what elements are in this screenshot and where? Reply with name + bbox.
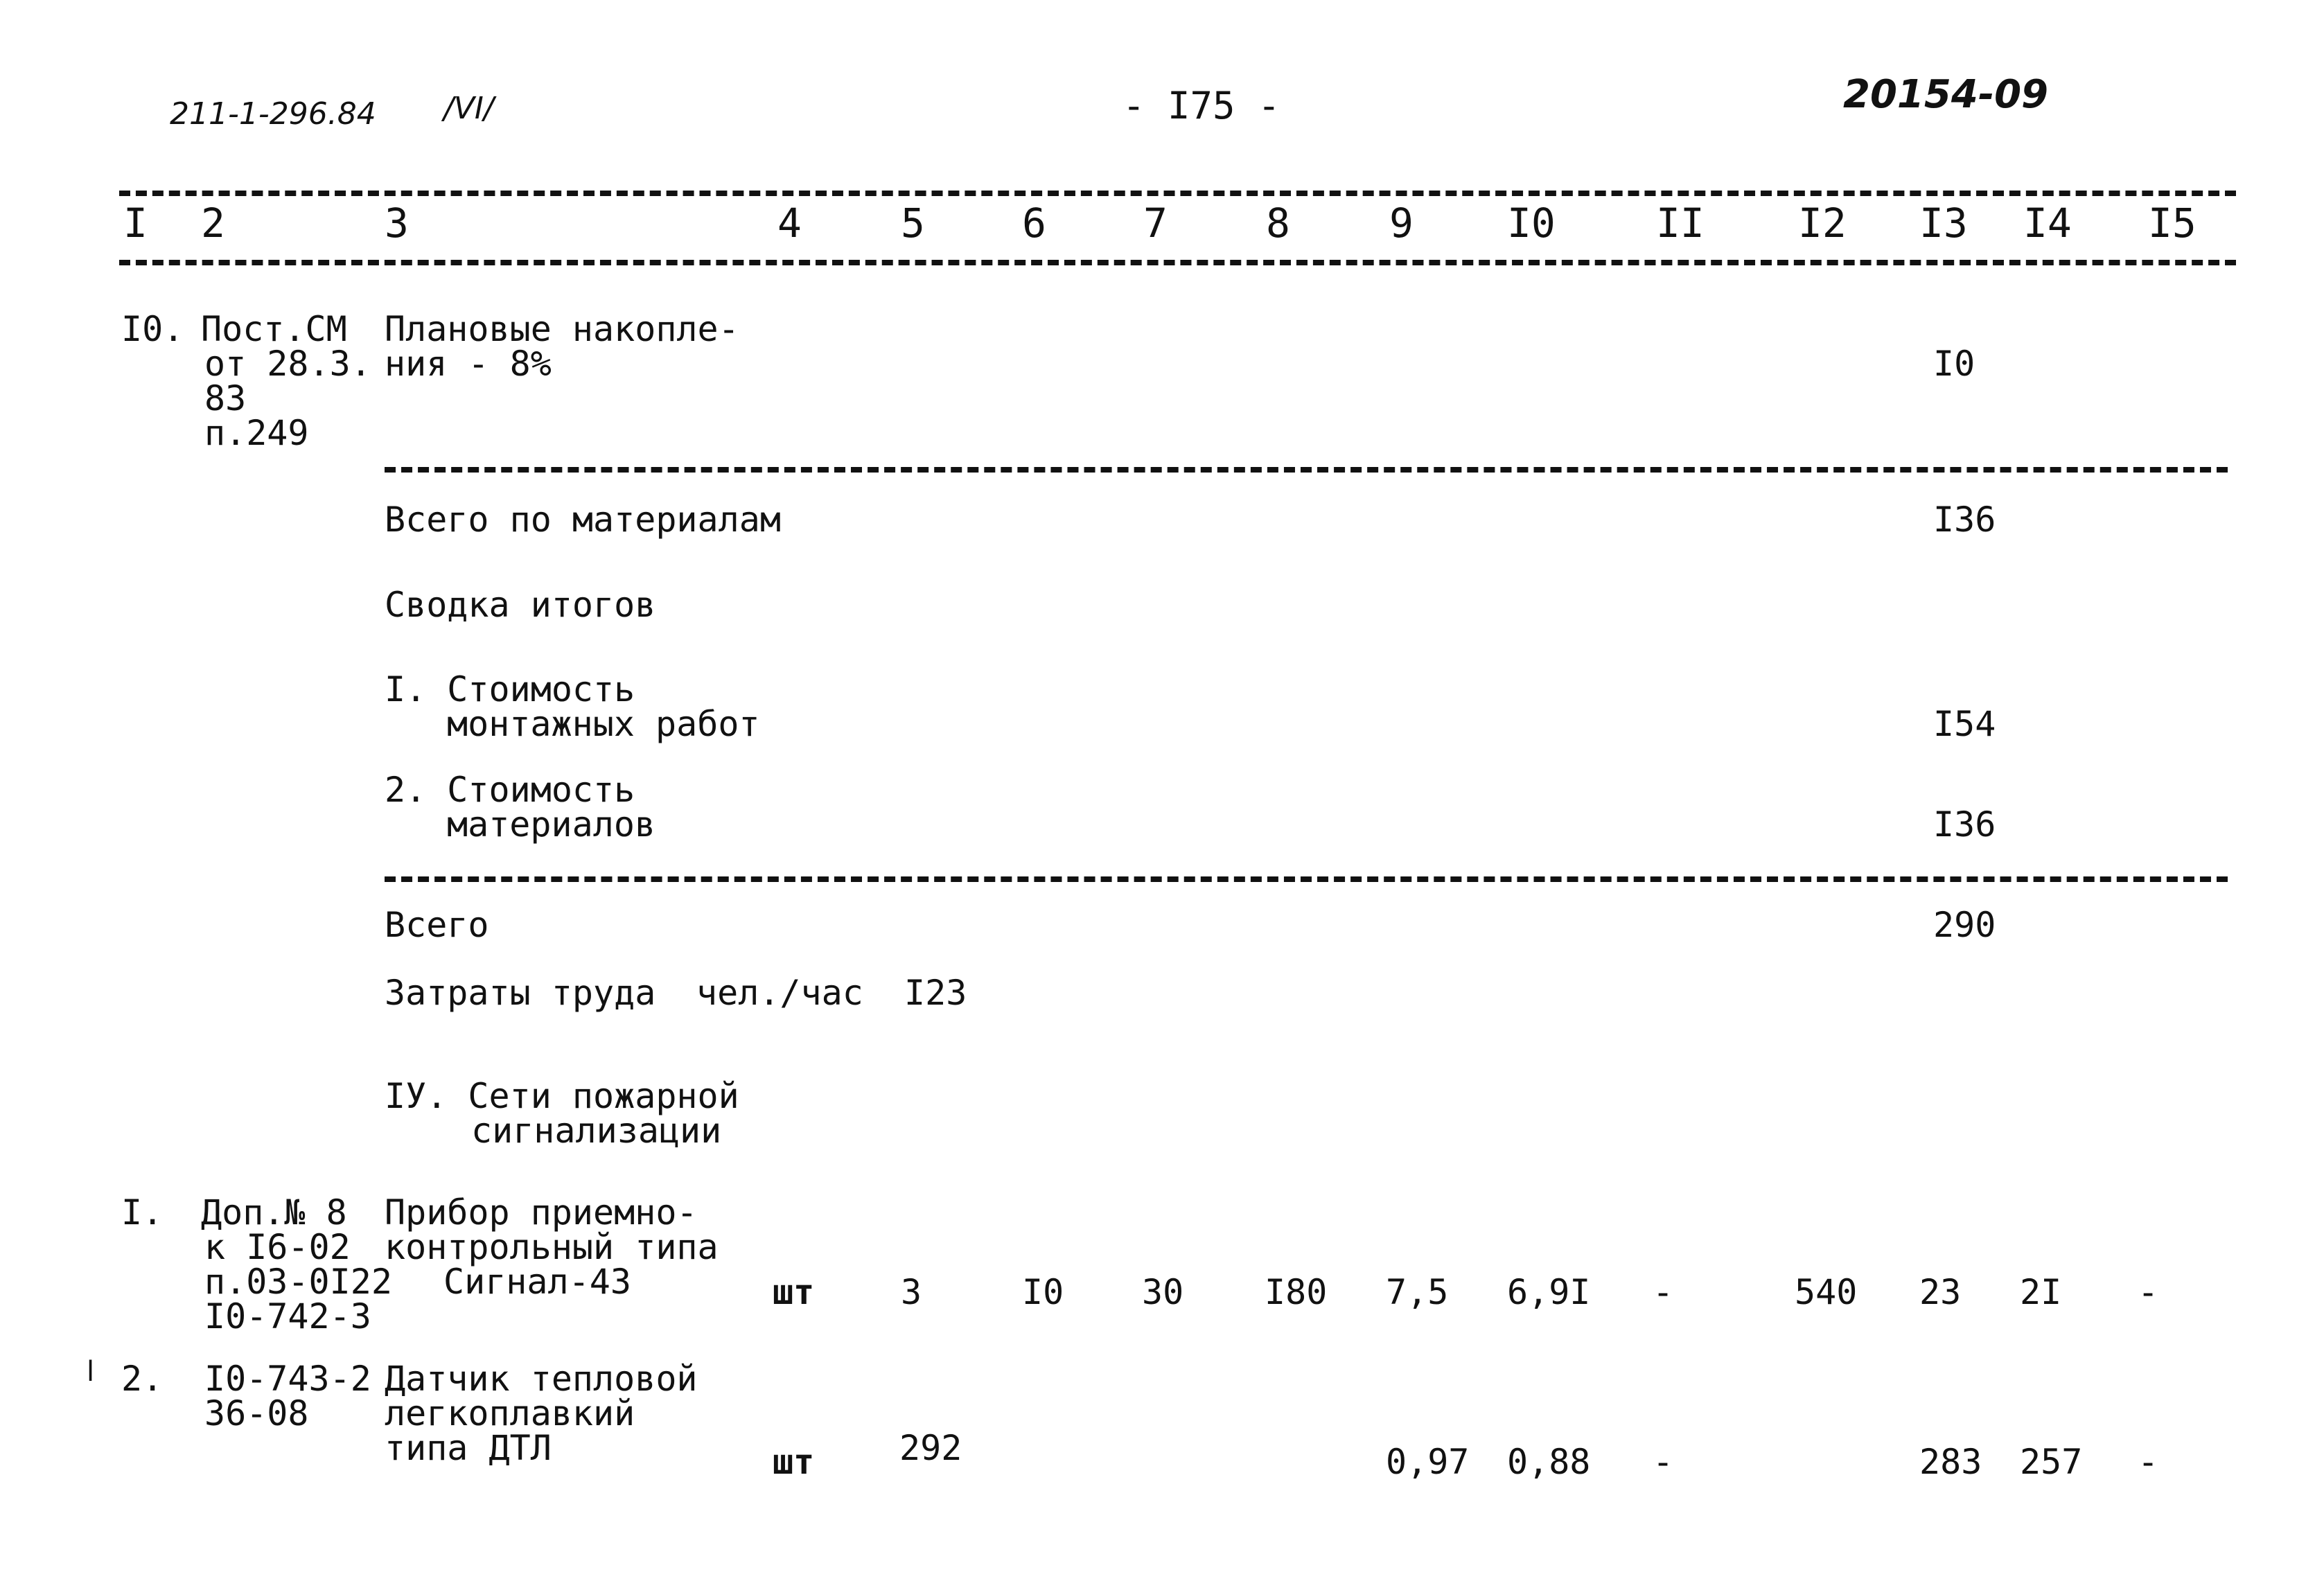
row-col8: I80: [1265, 1272, 1328, 1312]
row-col10: 6,9I: [1507, 1272, 1591, 1312]
column-header: 5: [901, 200, 925, 247]
column-header: I5: [2148, 200, 2197, 247]
labor-label: Затраты труда: [385, 973, 656, 1013]
summary-item-2-value: I36: [1933, 804, 1996, 845]
row-col14: 2I: [2020, 1272, 2062, 1312]
row-col9: 0,97: [1386, 1442, 1470, 1482]
row-col15: -: [2138, 1442, 2159, 1482]
column-header: 3: [385, 200, 409, 247]
labor-unit: чел./час: [696, 973, 863, 1013]
row-number: I0.: [121, 309, 184, 349]
row-number: I.: [121, 1192, 164, 1233]
grand-total-value: 290: [1933, 905, 1996, 945]
row-name-line: ния - 8%: [385, 344, 552, 384]
summary-item-2-line: 2. Стоимость: [385, 770, 635, 810]
row-basis-line: Доп.№ 8: [201, 1192, 347, 1233]
row-unit: шт: [773, 1442, 815, 1482]
summary-item-1-line: монтажных работ: [447, 704, 760, 744]
row-number: 2.: [121, 1359, 164, 1399]
row-col12: 540: [1795, 1272, 1858, 1312]
row-basis-line: I0-742-3: [204, 1296, 371, 1336]
row-basis-line: 83: [204, 378, 247, 418]
column-header: 6: [1022, 200, 1046, 247]
row-basis-line: Пост.СМ: [201, 309, 347, 349]
row-basis-line: п.249: [204, 413, 309, 453]
row-name-line: легкоплавкий: [385, 1393, 635, 1433]
summary-item-1-line: I. Стоимость: [385, 669, 635, 709]
document-code: 211-1-296.84: [170, 96, 376, 132]
section-title-line: IУ. Сети пожарной: [385, 1076, 739, 1116]
column-header: I3: [1919, 200, 1968, 247]
row-name-line: Плановые накопле-: [385, 309, 739, 349]
column-header: 7: [1143, 200, 1168, 247]
materials-total-label: Всего по материалам: [385, 500, 781, 540]
row-name-line: типа ДТЛ: [385, 1428, 552, 1468]
page-number: - I75 -: [1123, 84, 1280, 127]
row-col11: -: [1653, 1442, 1674, 1482]
row-basis-line: 36-08: [204, 1393, 309, 1433]
row-col9: 7,5: [1386, 1272, 1449, 1312]
column-header: I4: [2023, 200, 2072, 247]
row-basis-line: I0-743-2: [204, 1359, 371, 1399]
row-col13: 23: [1919, 1272, 1962, 1312]
column-header: I0: [1507, 200, 1556, 247]
column-header: 2: [201, 200, 225, 247]
row-col7: 30: [1142, 1272, 1184, 1312]
row-basis-line: п.03-0I22: [204, 1262, 392, 1302]
row-name-line: контрольный типа: [385, 1227, 719, 1267]
summary-heading: Сводка итогов: [385, 585, 656, 625]
row-name-line: Сигнал-43: [443, 1262, 631, 1302]
header-bottom-rule: [119, 260, 2236, 265]
row-col10: 0,88: [1507, 1442, 1591, 1482]
row-col14: 257: [2020, 1442, 2083, 1482]
grand-total-label: Всего: [385, 905, 489, 945]
labor-value: I23: [904, 973, 967, 1013]
row-col11: -: [1653, 1272, 1674, 1312]
row-unit: шт: [773, 1272, 815, 1312]
section-title-line: сигнализации: [471, 1111, 722, 1151]
header-top-rule: [119, 191, 2236, 196]
total-rule: [385, 876, 2228, 882]
summary-item-1-value: I54: [1933, 704, 1996, 744]
document-mark: /VI/: [443, 91, 494, 126]
row-col13-value: I0: [1933, 344, 1975, 384]
column-header: 9: [1389, 200, 1414, 247]
row-col5: 3: [901, 1272, 922, 1312]
row-name-line: Прибор приемно-: [385, 1192, 698, 1233]
margin-mark: ⅼ: [87, 1356, 95, 1388]
row-name-line: Датчик тепловой: [385, 1359, 698, 1399]
column-header: 8: [1266, 200, 1290, 247]
column-header: I: [123, 200, 148, 247]
row-col5: 292: [899, 1428, 962, 1468]
row-col15: -: [2138, 1272, 2159, 1312]
row-basis-line: к I6-02: [204, 1227, 351, 1267]
inventory-number: 20154-09: [1843, 72, 2048, 117]
row-col6: I0: [1022, 1272, 1064, 1312]
section-rule: [385, 467, 2228, 473]
summary-item-2-line: материалов: [447, 804, 656, 845]
materials-total-value: I36: [1933, 500, 1996, 540]
column-header: 4: [777, 200, 802, 247]
column-header: I2: [1798, 200, 1847, 247]
column-header: II: [1656, 200, 1705, 247]
row-basis-line: от 28.3.: [204, 344, 371, 384]
row-col13: 283: [1919, 1442, 1982, 1482]
